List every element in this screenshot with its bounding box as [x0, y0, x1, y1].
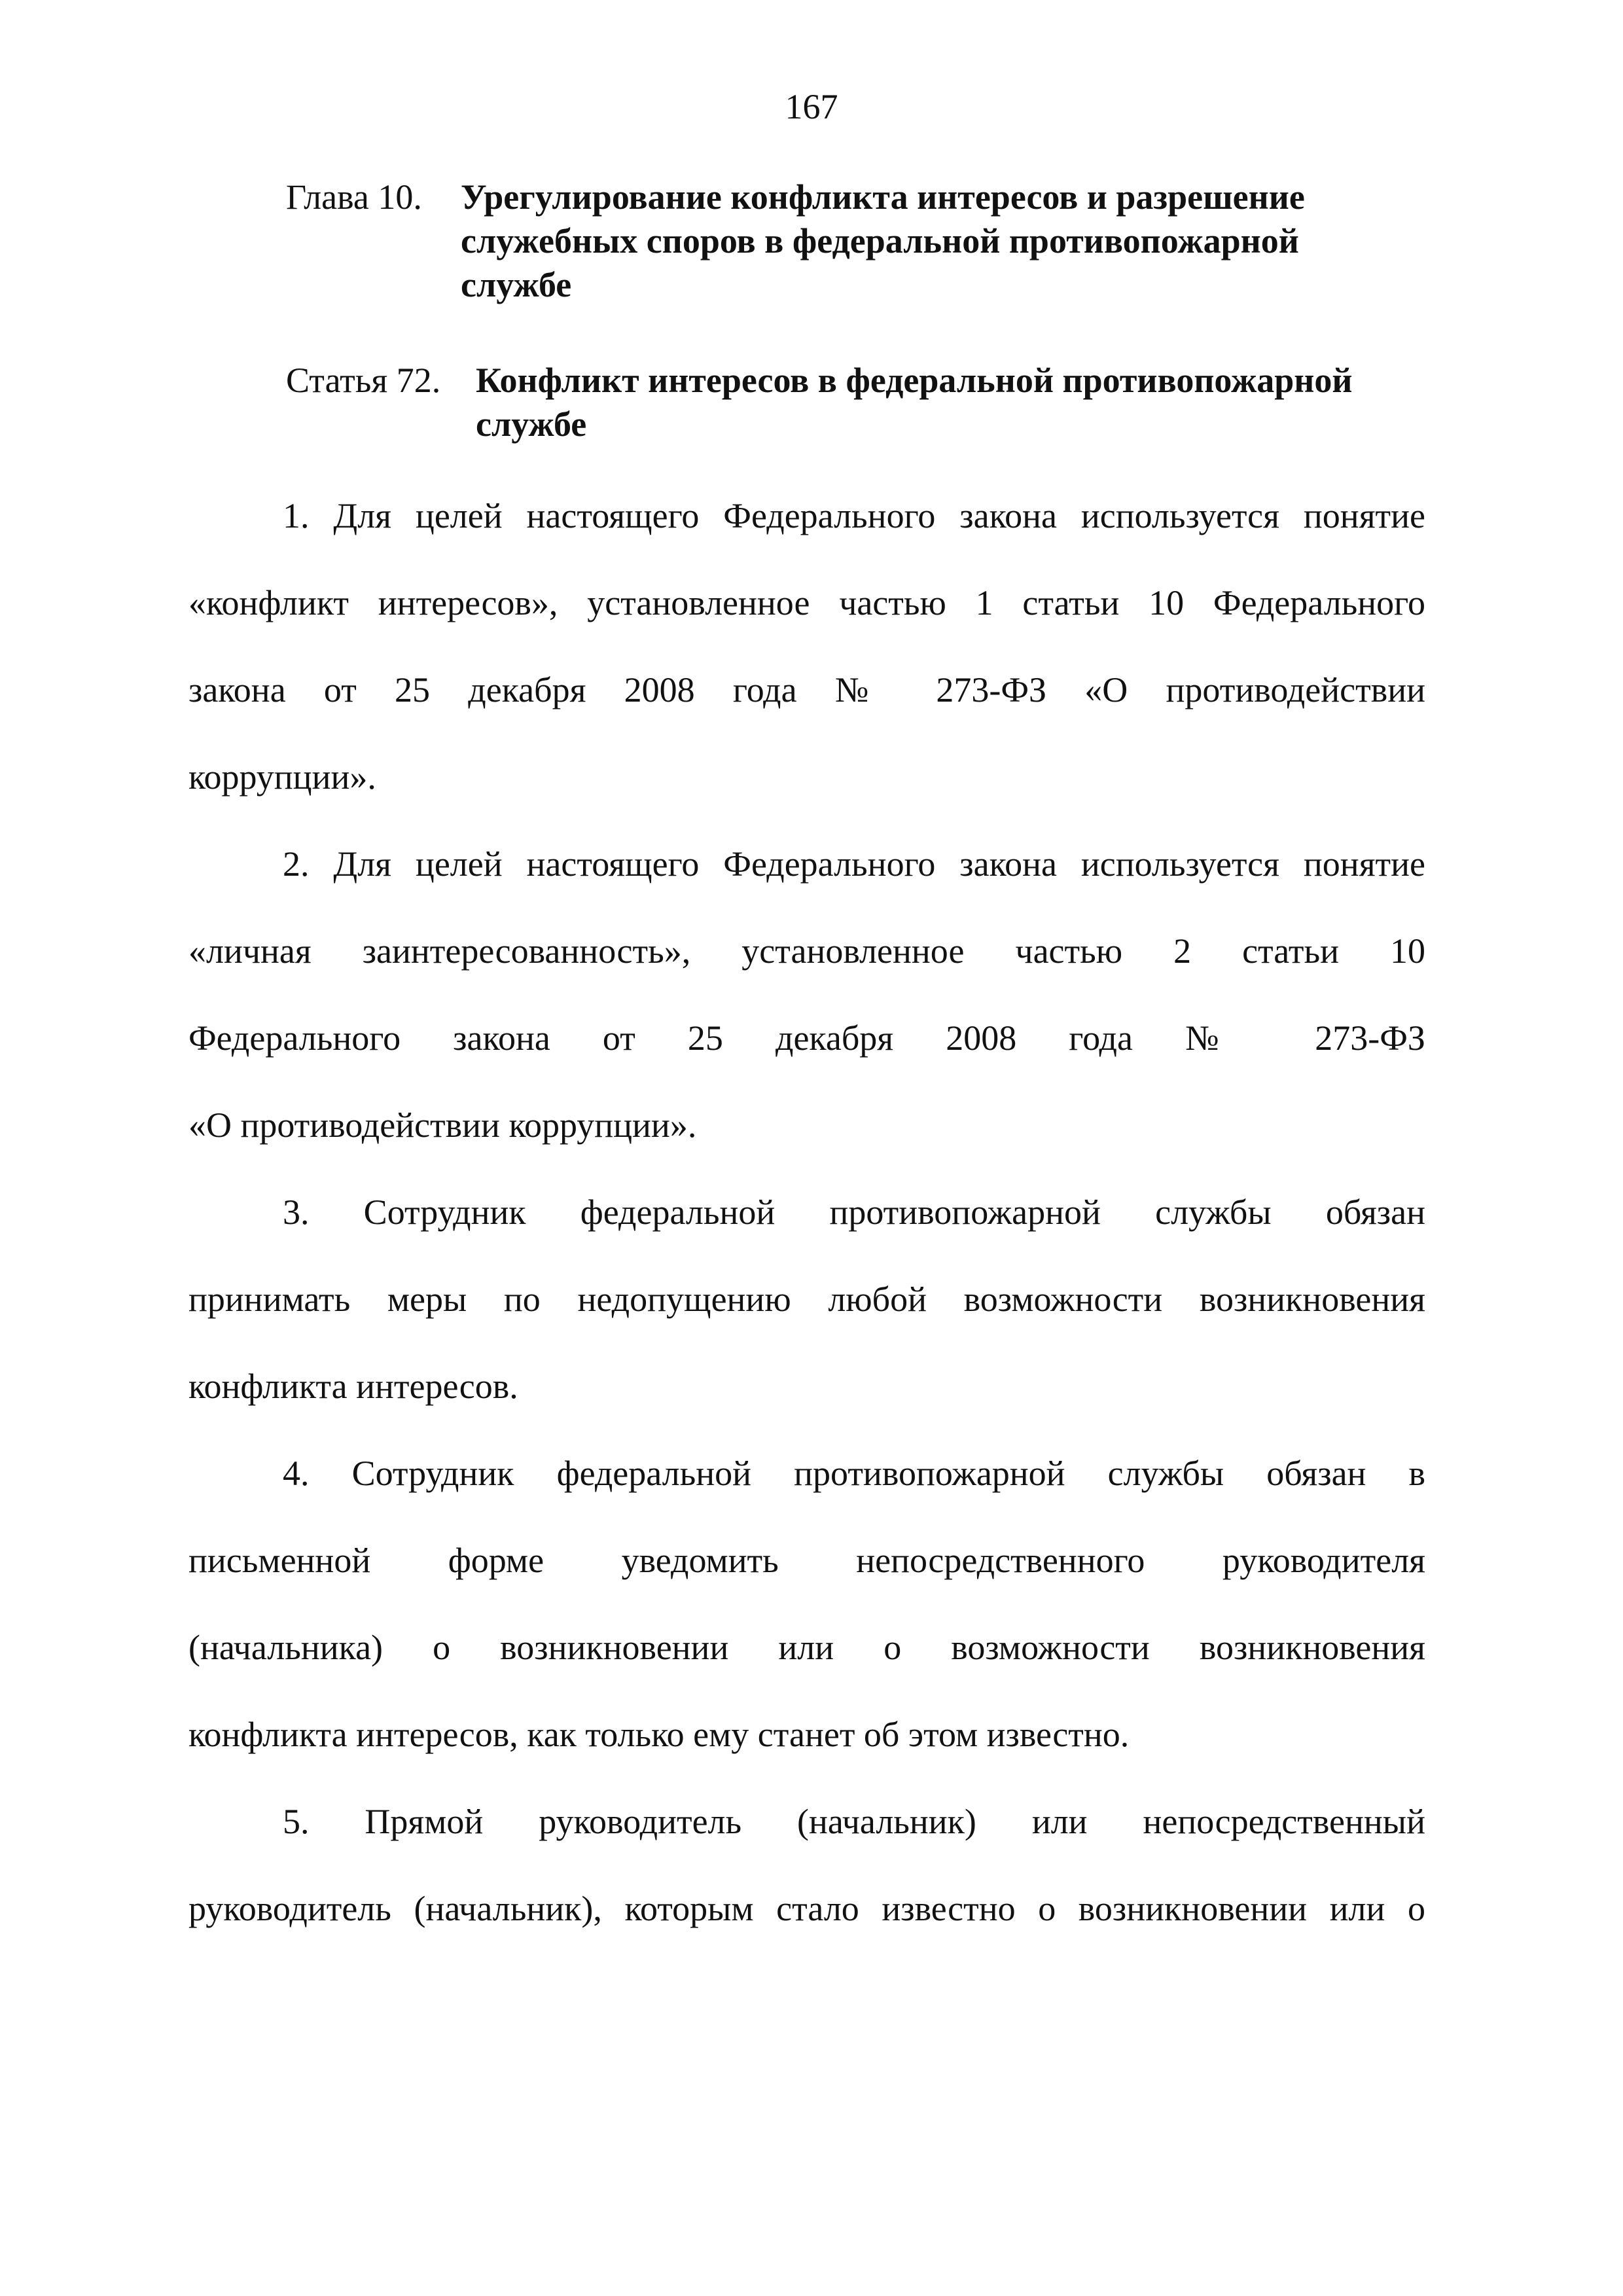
chapter-title-line: службе [461, 265, 572, 304]
article-heading [286, 359, 1353, 446]
paragraph-2-line: 2. Для целей настоящего Федерального закона используется понятие [283, 844, 1425, 884]
paragraph-4-line: конфликта интересов, как только ему станет об этом известно. [188, 1715, 1130, 1754]
page-number: 167 [785, 87, 838, 126]
paragraph-3-line: 3. Сотрудник федеральной противопожарной службы обязан [283, 1193, 1425, 1232]
paragraph-1-line: закона от 25 декабря 2008 года № 273-ФЗ «О противодействии [188, 670, 1425, 709]
paragraph-2-line: Федерального закона от 25 декабря 2008 года № 273-ФЗ [188, 1018, 1425, 1058]
chapter-label: Глава 10. [286, 177, 422, 217]
chapter-title-line: Урегулирование конфликта интересов и разрешение [461, 177, 1305, 217]
chapter-title-line: служебных споров в федеральной противопожарной [461, 221, 1299, 260]
paragraph-4-line: 4. Сотрудник федеральной противопожарной службы обязан в [283, 1454, 1425, 1493]
paragraph-1-line: 1. Для целей настоящего Федерального закона используется понятие [283, 496, 1425, 535]
paragraph-4-line: (начальника) о возникновении или о возможности возникновения [188, 1628, 1425, 1667]
paragraph-2-line: «О противодействии коррупции». [188, 1105, 697, 1145]
paragraph-1-line: «конфликт интересов», установленное частью 1 статьи 10 Федерального [188, 583, 1425, 622]
chapter-title [461, 175, 1305, 307]
paragraph-2-line: «личная заинтересованность», установленное частью 2 статьи 10 [188, 931, 1425, 971]
paragraph-4-line: письменной форме уведомить непосредственного руководителя [188, 1541, 1425, 1580]
article-title-line: Конфликт интересов в федеральной противопожарной [476, 361, 1353, 400]
article-title-line: службе [476, 404, 587, 444]
paragraph-5-line: руководитель (начальник), которым стало известно о возникновении или о [188, 1889, 1425, 1928]
chapter-heading [286, 175, 1305, 307]
article-title [476, 359, 1353, 446]
paragraph-5-line: 5. Прямой руководитель (начальник) или непосредственный [283, 1802, 1425, 1841]
paragraph-3-line: конфликта интересов. [188, 1367, 518, 1406]
paragraph-3-line: принимать меры по недопущению любой возможности возникновения [188, 1280, 1425, 1319]
article-label: Статья 72. [286, 361, 441, 400]
paragraph-1-line: коррупции». [188, 757, 376, 797]
